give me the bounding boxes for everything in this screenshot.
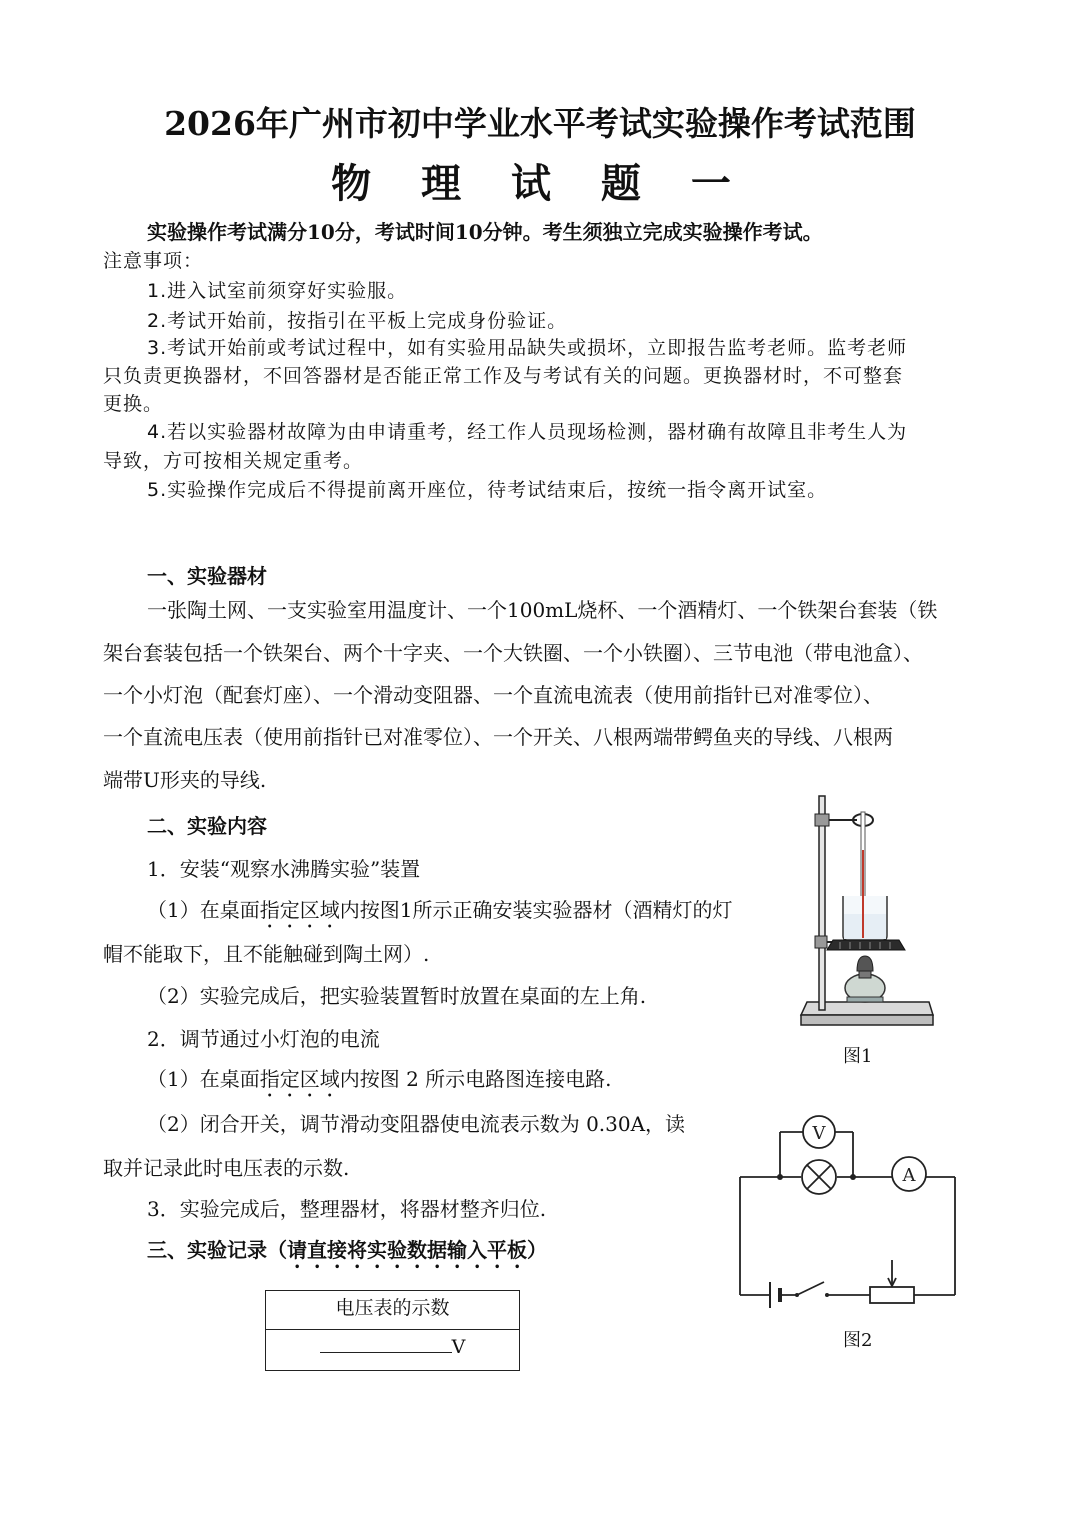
step-1-1-emphasis: 指定区域 xyxy=(259,898,340,922)
section-2-heading: 二、实验内容 xyxy=(147,814,267,838)
figure-1-apparatus xyxy=(795,790,945,1035)
step-1-1-line-1 xyxy=(147,894,732,933)
upper-clamp xyxy=(815,814,829,826)
record-table xyxy=(265,1290,520,1371)
step-2-2-line-2: 取并记录此时电压表的示数. xyxy=(103,1156,350,1180)
step-1-1-text-b: 内按图1所示正确安装实验器材（酒精灯的灯 xyxy=(339,898,733,922)
step-2-1-text-b: 内按图 2 所示电路图连接电路. xyxy=(339,1067,612,1091)
stand-rod xyxy=(819,796,825,1010)
figure-2-circuit xyxy=(730,1112,965,1312)
notice-item-2: 2.考试开始前，按指引在平板上完成身份验证。 xyxy=(147,310,568,332)
thermometer-stem xyxy=(862,850,864,938)
notice-heading: 注意事项： xyxy=(103,250,204,272)
materials-line-4: 一个直流电压表（使用前指针已对准零位）、一个开关、八根两端带鳄鱼夹的导线、八根两 xyxy=(103,725,893,749)
notice-item-3-line-1: 3.考试开始前或考试过程中，如有实验用品缺失或损坏，立即报告监考老师。监考老师 xyxy=(147,337,908,359)
section-3-heading-a: 三、实验记录（ xyxy=(147,1238,287,1262)
voltmeter-label: V xyxy=(812,1123,826,1144)
section-3-heading-emphasis: 请直接将实验数据输入平板 xyxy=(287,1238,527,1262)
step-1-title: 1．安装“观察水沸腾实验”装置 xyxy=(147,857,421,881)
materials-line-1: 一张陶土网、一支实验室用温度计、一个100mL烧杯、一个酒精灯、一个铁架台套装（铁 xyxy=(147,598,938,622)
notice-item-1: 1.进入试室前须穿好实验服。 xyxy=(147,280,408,302)
step-1-1-line-2: 帽不能取下，且不能触碰到陶土网）. xyxy=(103,942,430,966)
table-header: 电压表的示数 xyxy=(266,1291,519,1330)
junction-right xyxy=(850,1174,856,1180)
notice-item-3-line-3: 更换。 xyxy=(103,393,164,415)
rheostat-symbol xyxy=(870,1287,914,1303)
step-2-2-line-1: （2）闭合开关，调节滑动变阻器使电流表示数为 0.30A，读 xyxy=(147,1112,686,1136)
step-2-1-emphasis: 指定区域 xyxy=(259,1067,340,1091)
materials-line-5: 端带U形夹的导线. xyxy=(103,768,267,792)
page-subtitle: 物 理 试 题 一 xyxy=(331,160,749,207)
step-2-title: 2．调节通过小灯泡的电流 xyxy=(147,1027,380,1051)
step-3: 3．实验完成后，整理器材，将器材整齐归位. xyxy=(147,1197,547,1221)
notice-item-5: 5.实验操作完成后不得提前离开座位，待考试结束后，按统一指令离开试室。 xyxy=(147,479,828,501)
intro-text: 实验操作考试满分10分，考试时间10分钟。考生须独立完成实验操作考试。 xyxy=(147,220,823,244)
notice-item-4-line-1: 4.若以实验器材故障为由申请重考，经工作人员现场检测，器材确有故障且非考生人为 xyxy=(147,421,908,443)
section-3-heading-b: ） xyxy=(527,1238,547,1262)
section-3-heading xyxy=(147,1234,547,1273)
lower-clamp xyxy=(815,936,827,948)
step-2-1 xyxy=(147,1063,612,1102)
gauze xyxy=(827,940,905,950)
step-1-2: （2）实验完成后，把实验装置暂时放置在桌面的左上角. xyxy=(147,984,647,1008)
switch-symbol xyxy=(797,1282,824,1295)
junction-left xyxy=(777,1174,783,1180)
figure-1-caption: 图1 xyxy=(843,1046,873,1067)
page-title: 2026年广州市初中学业水平考试实验操作考试范围 xyxy=(164,104,916,143)
lamp-cap xyxy=(857,956,873,971)
notice-item-4-line-2: 导致，方可按相关规定重考。 xyxy=(103,450,364,472)
beaker-water xyxy=(844,914,886,939)
stand-base-edge xyxy=(801,1015,933,1025)
step-1-1-text-a: （1）在桌面 xyxy=(147,898,260,922)
materials-line-3: 一个小灯泡（配套灯座）、一个滑动变阻器、一个直流电流表（使用前指针已对准零位）、 xyxy=(103,683,883,707)
materials-line-2: 架台套装包括一个铁架台、两个十字夹、一个大铁圈、一个小铁圈）、三节电池（带电池盒）、 xyxy=(103,641,923,665)
step-2-1-text-a: （1）在桌面 xyxy=(147,1067,260,1091)
notice-item-3-line-2: 只负责更换器材，不回答器材是否能正常工作及与考试有关的问题。更换器材时，不可整套 xyxy=(103,365,904,387)
ammeter-label: A xyxy=(902,1165,916,1186)
answer-blank[interactable] xyxy=(320,1330,452,1353)
figure-2-caption: 图2 xyxy=(843,1330,873,1351)
answer-unit: V xyxy=(451,1336,466,1358)
table-answer-row xyxy=(266,1330,519,1370)
section-1-heading: 一、实验器材 xyxy=(147,564,267,588)
